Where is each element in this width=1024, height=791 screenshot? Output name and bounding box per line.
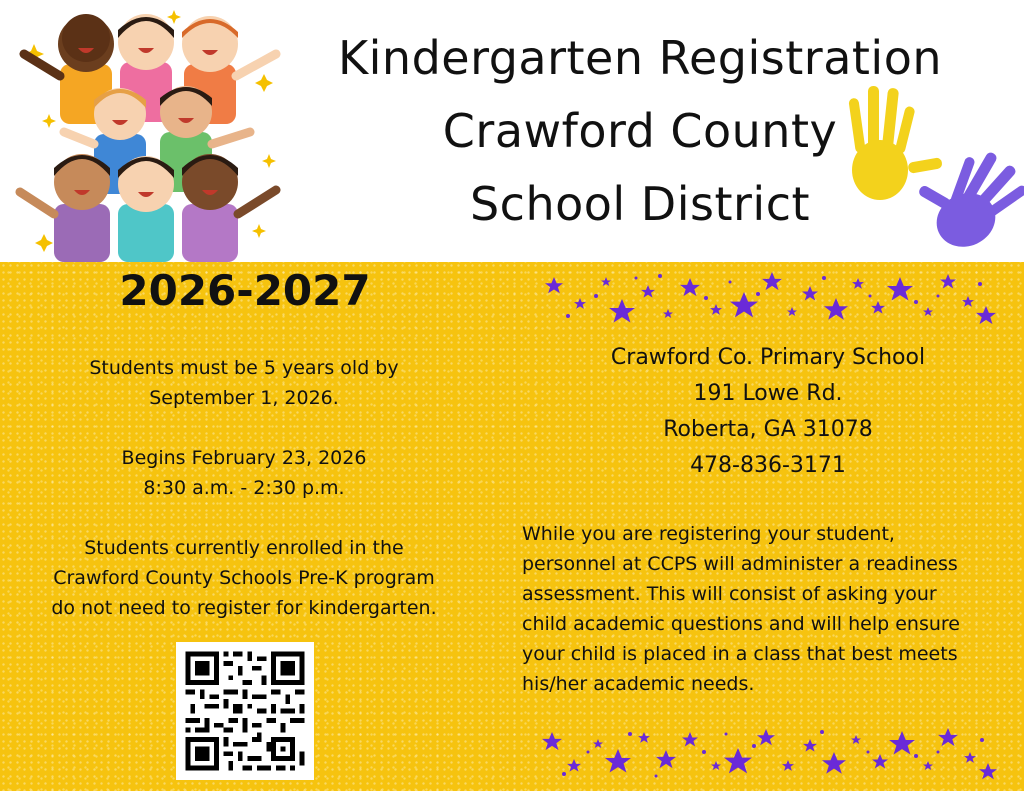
title-line-3: School District [469,177,811,231]
paragraph-line-3: assessment. This will consist of asking your [522,583,937,605]
stars-decoration-top [540,268,1000,332]
paragraph-line-4: child academic questions and will help ensure [522,613,960,635]
title-line-2: Crawford County [442,104,838,158]
stars-decoration-bottom [538,722,1002,786]
street-address: 191 Lowe Rd. [693,381,843,406]
school-year: 2026-2027 [119,266,371,315]
prek-line-2: Crawford County Schools Pre-K program [53,567,435,589]
handprints-illustration [840,80,1024,260]
school-name: Crawford Co. Primary School [610,345,926,370]
age-requirement-line-2: September 1, 2026. [149,387,339,409]
prek-line-1: Students currently enrolled in the [84,537,404,559]
prek-line-3: do not need to register for kindergarten. [51,597,437,619]
paragraph-line-2: personnel at CCPS will administer a readiness [522,553,958,575]
paragraph-line-1: While you are registering your student, [522,523,895,545]
paragraph-line-6: his/her academic needs. [522,673,755,695]
paragraph-line-5: your child is placed in a class that best meets [522,643,958,665]
registration-dates [14,443,474,503]
title-line-1: Kindergarten Registration [337,31,942,85]
qr-code[interactable] [176,642,314,780]
age-requirement-line-1: Students must be 5 years old by [89,357,399,379]
city-state-zip: Roberta, GA 31078 [663,417,873,442]
phone-number[interactable]: 478-836-3171 [690,453,846,478]
children-illustration [14,4,286,262]
yellow-handprint-icon [848,86,942,200]
school-address [560,340,976,484]
age-requirement [14,353,474,413]
prek-notice [14,533,474,623]
dates-line-2: 8:30 a.m. - 2:30 p.m. [143,477,345,499]
dates-line-1: Begins February 23, 2026 [121,447,367,469]
readiness-assessment-paragraph [522,519,1012,699]
